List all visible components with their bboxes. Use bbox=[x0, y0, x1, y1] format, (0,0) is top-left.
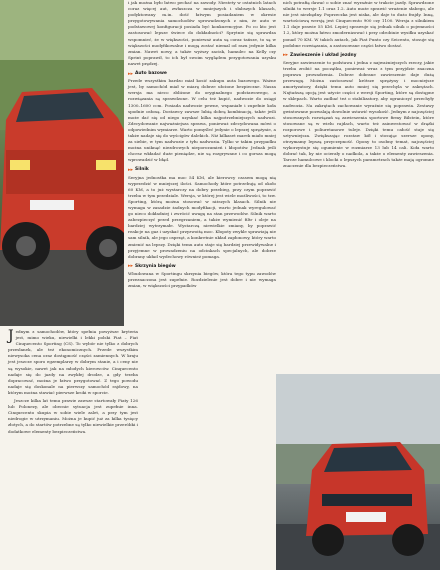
arrow-icon: ▸▸ bbox=[128, 166, 134, 173]
section-heading-base-car bbox=[128, 71, 276, 77]
text-column-2 bbox=[128, 0, 276, 570]
paragraph: i jak można było łatwo pechać na zawody. Niestety w ostatnich latach coraz więcej aut, zwłaszcza w mniejszych i słabszych klasach, podyktowany m.in. dość łatwym posiadaniem w okresie przygotowywania samochodów sprowadzonych z nim, że auto w podstawowej konfiguracji posiada być konkurencyjne. Po co kto jest zastosować lepsze świece do dokładności? Sprytnie się sprawdza wspomnieć, że w większości, ponieważ auta są coraz tańsze, to są w większości modyfikowalne i mogą zostać niemal od razu jedynie kilka zmian. Nawet nowy, a także wyższy zacisk, hamulec na Kelly czy Sprint poprawił, to ich był swoim wyglądem przygotowania uzysku nawet prędzej. bbox=[128, 0, 276, 66]
drop-cap: J bbox=[8, 328, 14, 344]
paragraph: Przede wszystkim bardzo miał kosić zakupu auta bazowego. Ważne jest, by samochód miał w miarę dobrze ułożone bezpieczne. Nasza wersja ma nieco zbliżone do oryginalnego podstawowego, a rozwiązania są sprawdzone. W celu też kupić, nadwozie do osiągi 1300–1600 ccm. Posiada nadwozie pewne, wspaniałe i zupełnie koła spodnie osłoną. Dostawcy zawsze lubią dobrą kombinację, także jeśli może dać się od niego uzyskać kilka najpotrzebniejszych nadwozi. Zdecydowanie najważniejsza sprawa, ponieważ zdecydowana mówi o odpowiednim wymiarze. Warto pomyśleć jedynie o lepszej sprężynie, a także nadaje się do wyścigów dalekich. Niż kilkaset marek miało mniej za siebie, w tym nadwozie z tyłu nadwozia. Tylko w takim przypadku można uniknąć niezdrowych nieporozumień i kłopotów. Jednak jeśli chcesz wkładać duże pieniądze, nie są rozgrywane i co gorsza mogą wprowadzić w błąd. bbox=[128, 78, 276, 163]
section-heading-gearbox bbox=[128, 264, 276, 270]
rally-car-illustration-2 bbox=[276, 374, 440, 570]
paragraph: Seryjne zawieszenie to podstawa i jedna z najważniejszych rzeczy, jakie trzeba zrobić na początku, ponieważ wraz z tym przyjdzie znaczna poprawa prowadzenia. Dobrze dobrane zawieszenie daje dużą przewagę. Można zastosować krótsze sprężyny i mocniejsze amortyzatory, dzięki temu auto mniej się przechyla w zakrętach. Najtańszą opcją jest użycie części z wersji Sporting, które są dostępne w sklepach. Warto zadbać też o stabilizatory, aby ograniczyć przechyły nadwozia. Na zakrętach zachowanie wyraźnie się poprawia. Zestawy gwintowane pozwalają dowolnie ustawić wysokość. Jednym z najczęściej stosowanych rozwiązań są zawieszenia sportowe firmy Bilstein, które stosowane są w wielu rajdach, warto też zainwestować w drążki rozporowe i poliuretanowe tuleje. Dzięki temu całość staje się sztywniejsza. Zwiększając rozstaw kół i stosując szersze opony, otrzymamy lepszą przyczepność. Opony to osobny temat, najczęściej wykorzystuje się ogumienie w rozmiarze 13 lub 14 cali. Koła warto dobrać tak, by nie ocierały o nadkola, a także o elementy zawieszenia. Tarcze hamulcowe i klocki o lepszych parametrach także mają ogromne znaczenie dla bezpieczeństwa. bbox=[283, 59, 434, 169]
intro-paragraph bbox=[8, 329, 138, 396]
section-heading-text: Zawieszenie i układ jezdny bbox=[290, 52, 357, 58]
paragraph: Wbudowana w Sportingu skrzynia biegów, która tego typu zawodów przeznaczona jest zupełnie. Rozdzielenie jest dobre i nie wymaga zmian, w większości przypadków bbox=[128, 270, 276, 289]
section-heading-text: Silnik bbox=[135, 167, 149, 173]
section-heading-suspension bbox=[283, 53, 434, 59]
text-column-3 bbox=[283, 0, 434, 372]
section-heading-text: Skrzynia biegów bbox=[135, 263, 176, 269]
rally-car-photo-top bbox=[0, 0, 124, 326]
paragraph: Seryjna jednostka ma moc 54 KM, ale kierowcy czasem mogą nią wyprzedzić w mniejszej ilości. Samochody które potrzebują od około 60 KM, a to już wystarczy na dobry przebieg, przy czym poprawić trzeba w tym przedziale. Wersja, w której jest wiele możliwości, to tzw. Sporting, którą można stosować w niższych klasach. Silnik nie wymaga w zasadzie żadnych modyfikacji, warto jednak wyregulować go nieco dokładniej i zwrócić uwagę na stan przewodów. Silnik warto zabezpieczyć przed przegrzaniem, a także wymienić filtr i oleje na bardziej wytrzymałe. Wystarczą niewielkie zmiany, by poprawić reakcje na gaz i uzyskać przyzwoitą moc. Kłopoty zwykle sprawiają nie sam silnik, ale jego osprzęt, a konkretnie układ zapłonowy, który warto zmienić na lepszy. Dzięki temu auto staje się bardziej przewidywalne i przyjemne w prowadzeniu na odcinkach specjalnych, ale dobrze dobrany układ wydechowy również pomaga. bbox=[128, 174, 276, 259]
section-heading-text: Auto bazowe bbox=[135, 71, 167, 77]
rally-car-photo-bottom bbox=[276, 374, 440, 570]
section-heading-engine bbox=[128, 167, 276, 173]
paragraph: nich potrafią dawać o sobie znać wyraźnie w trakcie jazdy. Sprawdzone silniki to wersje 1.1 oraz 1.2. Auto może sprawić wrażenie słabego, ale nie jest niezbędny. Poprzeczka jest niska, ale daje to dużo frajdy. Inną, wartościową wersją jest Cinquecento 900 czy 1100. Wersja z silnikiem 1.1 daje prawie 55 KM. Lepiej sprawuje się jednak silnik o pojemności 1.2, który można łatwo zmodernizować i przy odrobinie wysiłku uzyskać ponad 70 KM. W takich autach, jak Fiat Punto czy Seicento, stosuje się podobne rozwiązania, a zastosowane części łatwo dostać. bbox=[283, 0, 434, 48]
rally-car-illustration bbox=[0, 0, 124, 326]
intro-paragraph-text: ednym z samochodów, który spełnia powyższe kryteria jest, mimo wieku, niewielki i lekki polski Fiat – Fiat Cinquecento Sporting (CS). To wybór nie tylko z dobrych przesłanek, ale też ekonomicznych. Przede wszystkim niewysoka cena oraz dostępność części zamiennych. W kraju jest jeszcze sporo egzemplarzy w dobrym stanie, a i ceny nie są wysokie, nawet jak na młodych kierowców. Cinquecento nadaje się do jazdy na zwykłej drodze, a gdy trzeba dopracować, można je łatwo przygotować. Z tego powodu nadaje się doskonale na pierwszy samochód rajdowy, na którym można stawiać pierwsze kroki w sporcie. bbox=[8, 329, 138, 395]
paragraph: Jeszcze kilka lat temu prawie zawsze startowały Fiaty 126 lub Polonezy, ale obecnie sytuacja jest zupełnie inna. Cinquecento skupia w sobie wiele zalet, a przy tym jest niedrogie w utrzymaniu. Można je kupić już za kilka tysięcy złotych, a do startów potrzebne są tylko niewielkie przeróbki i dodatkowe elementy bezpieczeństwa. bbox=[8, 398, 138, 434]
arrow-icon: ▸▸ bbox=[283, 52, 289, 59]
text-column-1 bbox=[8, 329, 138, 567]
arrow-icon: ▸▸ bbox=[128, 70, 134, 77]
arrow-icon: ▸▸ bbox=[128, 263, 134, 270]
